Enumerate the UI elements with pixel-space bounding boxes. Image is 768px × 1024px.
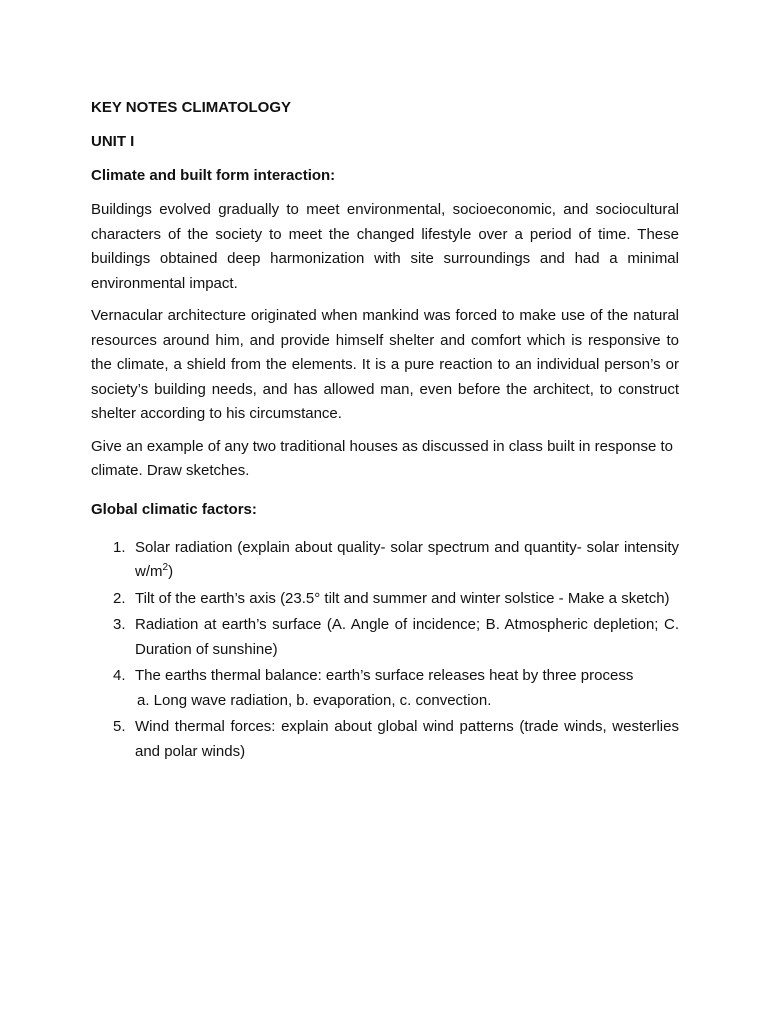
- document-page: [91, 96, 679, 766]
- list-number: 2.: [113, 589, 126, 607]
- list-item: [91, 536, 679, 585]
- list-item-tail: ): [168, 563, 174, 580]
- list-item: [91, 715, 679, 764]
- list-item-text: Tilt of the earth’s axis (23.5° tilt and summer and winter solstice - Make a sketch): [135, 589, 670, 607]
- list-item: [91, 664, 679, 713]
- paragraph-vernacular-architecture: Vernacular architecture originated when mankind was forced to make use of the natural resources around him, and provide himself shelter and comfort which is responsive to the climate, a shield from the elements. It is a pure reaction to an individual person’s or society’s building needs, and has allowed man, even before the architect, to construct shelter according to his circumstance.: [91, 307, 679, 422]
- document-title: KEY NOTES CLIMATOLOGY: [91, 99, 292, 116]
- paragraph-traditional-houses-task: Give an example of any two traditional houses as discussed in class built in response to climate. Draw sketches.: [91, 437, 673, 479]
- list-sub-item: a. Long wave radiation, b. evaporation, c. convection.: [137, 691, 492, 709]
- list-item-text: Wind thermal forces: explain about global wind patterns (trade winds, westerlies and polar winds): [135, 718, 679, 760]
- paragraph-buildings-evolved: Buildings evolved gradually to meet environmental, socioeconomic, and sociocultural characters of the society to meet the changed lifestyle over a period of time. These buildings obtained deep harmonization with site surroundings and had a minimal environmental impact.: [91, 201, 679, 292]
- section-heading-climate-built-form: Climate and built form interaction:: [91, 167, 336, 184]
- list-item: [91, 587, 679, 612]
- list-number: 4.: [113, 667, 126, 684]
- list-item-main-text: Solar radiation (explain about quality- solar spectrum and quantity- solar intensity w/m: [135, 538, 679, 580]
- list-item-text: Radiation at earth’s surface (A. Angle of incidence; B. Atmospheric depletion; C. Duration of sunshine): [135, 616, 679, 658]
- list-item-text: [135, 664, 679, 713]
- list-number: 5.: [113, 718, 126, 735]
- list-number: 1.: [113, 538, 126, 556]
- global-climatic-factors-list: [91, 536, 679, 765]
- section-heading-global-climatic-factors: Global climatic factors:: [91, 500, 257, 518]
- superscript: 2: [162, 562, 169, 573]
- list-item-main-text: The earths thermal balance: earth’s surface releases heat by three process: [135, 667, 634, 684]
- list-item: [91, 613, 679, 662]
- unit-heading: UNIT I: [91, 133, 135, 150]
- list-item-text: [135, 536, 679, 585]
- list-number: 3.: [113, 616, 126, 633]
